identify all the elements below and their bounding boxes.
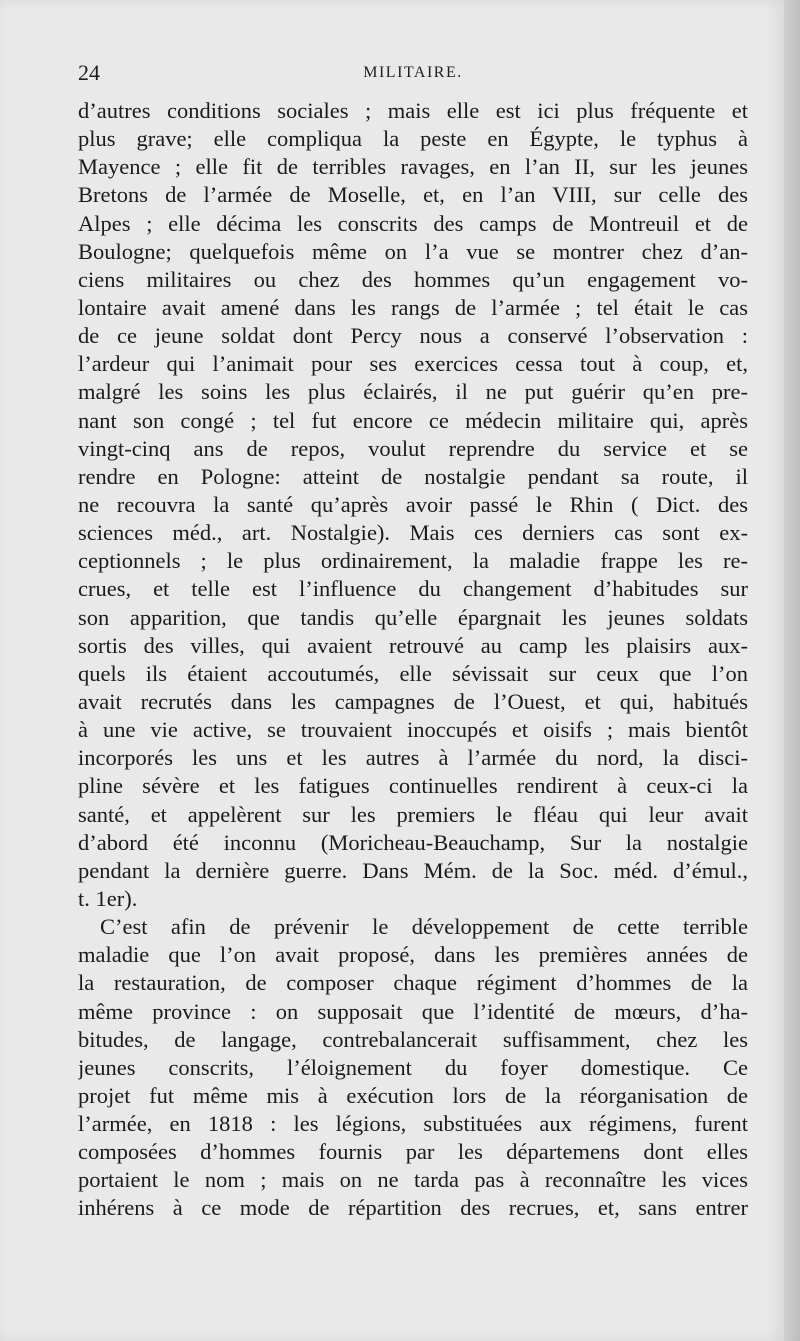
page-edge bbox=[784, 0, 800, 1341]
text-line: son apparition, que tandis qu’elle épargnait les jeunes soldats bbox=[78, 604, 748, 630]
text-line: malgré les soins les plus éclairés, il ne put guérir qu’en pre- bbox=[78, 379, 748, 405]
text-line: ciens militaires ou chez des hommes qu’un engagement vo- bbox=[78, 266, 748, 292]
text-line: Boulogne; quelquefois même on l’a vue se montrer chez d’an- bbox=[78, 238, 748, 264]
text-line: même province : on supposait que l’identité de mœurs, d’ha- bbox=[78, 998, 748, 1024]
page-header bbox=[78, 60, 748, 90]
text-line: t. 1er). bbox=[78, 885, 138, 911]
text-line: jeunes conscrits, l’éloignement du foyer domestique. Ce bbox=[78, 1054, 748, 1080]
text-line: de ce jeune soldat dont Percy nous a conservé l’observation : bbox=[78, 323, 748, 349]
text-line: ceptionnels ; le plus ordinairement, la maladie frappe les re- bbox=[78, 548, 748, 574]
text-line: incorporés les uns et les autres à l’armée du nord, la disci- bbox=[78, 745, 748, 771]
text-line: quels ils étaient accoutumés, elle sévissait sur ceux que l’on bbox=[78, 660, 748, 686]
text-line: composées d’hommes fournis par les départemens dont elles bbox=[78, 1139, 748, 1165]
text-line: crues, et telle est l’influence du changement d’habitudes sur bbox=[78, 576, 748, 602]
text-line: portaient le nom ; mais on ne tarda pas à reconnaître les vices bbox=[78, 1167, 748, 1193]
running-head: MILITAIRE. bbox=[363, 64, 463, 81]
text-line: sortis des villes, qui avaient retrouvé au camp les plaisirs aux- bbox=[78, 632, 748, 658]
page-number: 24 bbox=[78, 60, 100, 85]
text-line: d’abord été inconnu (Moricheau-Beauchamp, Sur la nostalgie bbox=[78, 829, 748, 855]
text-line: Bretons de l’armée de Moselle, et, en l’an VIII, sur celle des bbox=[78, 182, 748, 208]
text-line: pendant la dernière guerre. Dans Mém. de la Soc. méd. d’émul., bbox=[78, 857, 748, 883]
text-line: l’ardeur qui l’animait pour ses exercices cessa tout à coup, et, bbox=[78, 351, 748, 377]
text-line: nant son congé ; tel fut encore ce médecin militaire qui, après bbox=[78, 407, 748, 433]
text-line: santé, et appelèrent sur les premiers le fléau qui leur avait bbox=[78, 801, 748, 827]
text-line: à une vie active, se trouvaient inoccupés et oisifs ; mais bientôt bbox=[78, 717, 748, 743]
text-line: avait recrutés dans les campagnes de l’Ouest, et qui, habitués bbox=[78, 688, 748, 714]
text-line: C’est afin de prévenir le développement de cette terrible bbox=[100, 914, 748, 940]
text-line: lontaire avait amené dans les rangs de l’armée ; tel était le cas bbox=[78, 294, 748, 320]
text-line: la restauration, de composer chaque régiment d’hommes de la bbox=[78, 970, 748, 996]
text-line: maladie que l’on avait proposé, dans les premières années de bbox=[78, 942, 748, 968]
text-line: sciences méd., art. Nostalgie). Mais ces derniers cas sont ex- bbox=[78, 520, 748, 546]
text-line: l’armée, en 1818 : les légions, substituées aux régimens, furent bbox=[78, 1111, 748, 1137]
text-line: projet fut même mis à exécution lors de la réorganisation de bbox=[78, 1082, 748, 1108]
text-line: bitudes, de langage, contrebalancerait suffisamment, chez les bbox=[78, 1026, 748, 1052]
text-line: Mayence ; elle fit de terribles ravages, en l’an II, sur les jeunes bbox=[78, 154, 748, 180]
text-line: vingt-cinq ans de repos, voulut reprendre du service et se bbox=[78, 435, 748, 461]
text-line: Alpes ; elle décima les conscrits des camps de Montreuil et de bbox=[78, 210, 748, 236]
text-line: rendre en Pologne: atteint de nostalgie pendant sa route, il bbox=[78, 463, 748, 489]
body-text bbox=[78, 97, 748, 1223]
text-line: plus grave; elle compliqua la peste en Égypte, le typhus à bbox=[78, 126, 748, 152]
text-line: d’autres conditions sociales ; mais elle est ici plus fréquente et bbox=[78, 98, 748, 123]
text-line: pline sévère et les fatigues continuelles rendirent à ceux-ci la bbox=[78, 773, 748, 799]
text-line: ne recouvra la santé qu’après avoir passé le Rhin ( Dict. des bbox=[78, 491, 748, 517]
text-line: inhérens à ce mode de répartition des recrues, et, sans entrer bbox=[78, 1195, 748, 1221]
